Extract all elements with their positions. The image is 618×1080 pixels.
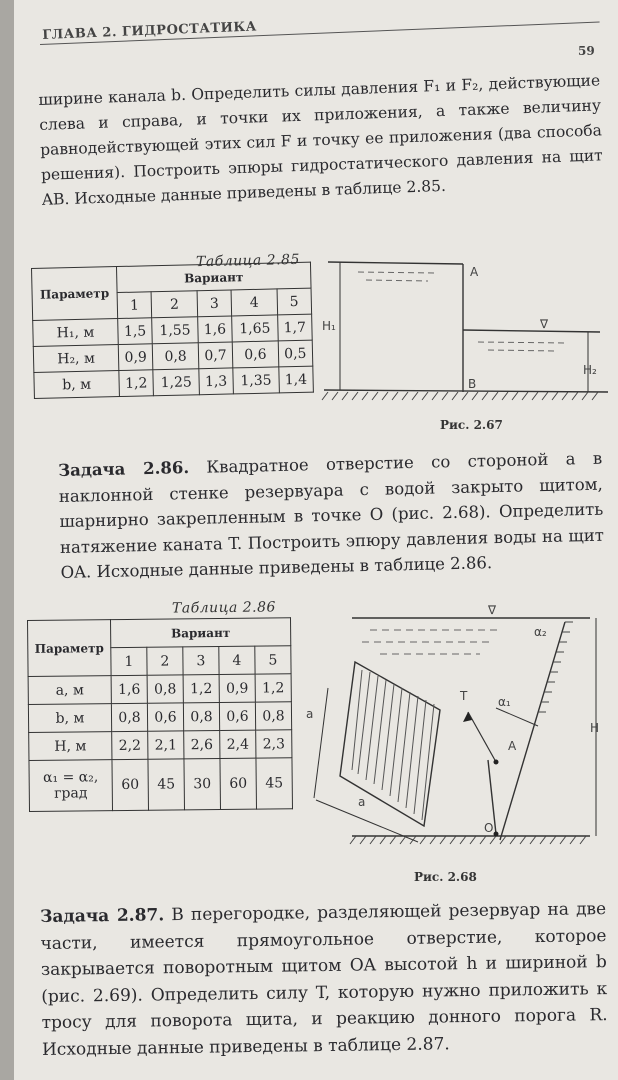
value-cell: 0,6 [147, 703, 183, 731]
value-cell: 60 [220, 758, 257, 809]
param-header: Параметр [28, 620, 112, 677]
table-row [29, 758, 293, 812]
value-cell: 2,3 [256, 730, 292, 758]
param-cell: H, м [29, 732, 112, 761]
label-t: T [460, 689, 468, 703]
page-number: 59 [578, 44, 595, 58]
ground-line [324, 390, 608, 392]
level-mark: ∇ [540, 317, 549, 331]
label-a-side: a [306, 707, 314, 721]
variant-header: Вариант [116, 262, 311, 292]
variant-cell: 2 [147, 647, 183, 675]
task-2-87-title: Задача 2.87. [40, 905, 165, 927]
table-2-86 [27, 617, 293, 812]
value-cell: 2,2 [112, 731, 148, 759]
task-2-86-text: Квадратное отверстие со стороной a в наклонной стенке резервуара с водой закрыто щитом, шарнирно закрепленным в точке O (рис. 2.68). Определить натяжение каната T. Построить эпюру давления воды на щит OA. Исходные данные приведены в таблице 2.86. [58, 448, 605, 582]
value-cell: 0,6 [219, 702, 255, 730]
variant-cell: 1 [111, 647, 147, 675]
value-cell: 1,55 [152, 317, 198, 344]
value-cell: 1,65 [232, 315, 278, 342]
label-alpha1: α₁ [498, 695, 511, 709]
param-cell: H₁, м [33, 319, 119, 347]
variant-cell: 2 [151, 291, 197, 318]
variant-cell: 4 [231, 289, 277, 316]
label-h1: H₁ [322, 319, 336, 333]
point-a-dot [494, 760, 499, 765]
angle-arc-ref [496, 708, 538, 726]
variant-header: Вариант [111, 618, 291, 648]
variant-cell: 3 [183, 646, 219, 674]
value-cell: 0,8 [111, 703, 147, 731]
label-alpha2: α₂ [534, 625, 547, 639]
figure-2-67 [318, 250, 608, 415]
water-surface-left [328, 262, 463, 264]
param-header: Параметр [32, 267, 118, 321]
value-cell: 1,4 [278, 366, 313, 393]
value-cell: 1,2 [183, 674, 219, 702]
point-o-dot [494, 832, 499, 837]
value-cell: 1,6 [111, 675, 147, 703]
cable [468, 712, 496, 762]
param-cell: b, м [34, 371, 120, 399]
table-2-85-caption: Таблица 2.85 [195, 251, 301, 271]
task-2-86 [58, 446, 605, 586]
running-head: ГЛАВА 2. ГИДРОСТАТИКА [42, 19, 258, 43]
table-row [28, 702, 291, 733]
task-2-87 [40, 896, 608, 1063]
value-cell: 2,1 [148, 731, 184, 759]
value-cell: 1,5 [118, 318, 153, 345]
task-2-87-text: В перегородке, разделяющей резервуар на две части, имеется прямоугольное отверстие, которое закрывается поворотным щитом OA высотой h и шириной b (рис. 2.69). Определить силу T, которую нужно приложить к тросу для поворота щита, и реакцию донного порога R. Исходные данные приведены в таблице 2.87. [40, 899, 608, 1060]
variant-cell: 5 [255, 646, 291, 674]
variant-cell: 3 [197, 290, 232, 317]
value-cell: 0,7 [198, 342, 233, 369]
value-cell: 60 [112, 759, 149, 810]
value-cell: 1,2 [119, 370, 154, 397]
variant-cell: 5 [277, 288, 312, 315]
label-o: O [484, 821, 494, 835]
variant-cell: 4 [219, 646, 255, 674]
figure-2-67-caption: Рис. 2.67 [440, 418, 503, 432]
value-cell: 1,3 [199, 368, 234, 395]
value-cell: 0,8 [255, 702, 291, 730]
value-cell: 0,6 [232, 341, 278, 368]
label-a-side: a [358, 795, 366, 809]
label-h: H [590, 721, 600, 735]
figure-2-68-caption: Рис. 2.68 [414, 870, 477, 884]
param-cell: H₂, м [33, 345, 119, 373]
value-cell: 30 [184, 758, 221, 809]
table-2-86-caption: Таблица 2.86 [171, 599, 276, 617]
figure-2-68 [300, 600, 610, 865]
page-edge-shadow [0, 0, 14, 1080]
value-cell: 2,4 [220, 730, 256, 758]
value-cell: 1,7 [277, 314, 312, 341]
paragraph-continuation: ширине канала b. Определить силы давления F₁ и F₂, действующие слева и справа, и точки их приложения, а также величину равнодействующей этих сил F и точку ее приложения (два способа решения). Построить эпюры гидростатического давления на щит AB. Исходные данные приведены в таблице 2.85. [38, 71, 604, 209]
value-cell: 45 [148, 759, 185, 810]
value-cell: 1,25 [153, 369, 199, 396]
dim-a-left [314, 688, 328, 798]
value-cell: 0,9 [118, 344, 153, 371]
value-cell: 0,9 [219, 674, 255, 702]
value-cell: 0,8 [153, 343, 199, 370]
value-cell: 2,6 [184, 730, 220, 758]
value-cell: 0,8 [183, 702, 219, 730]
value-cell: 1,6 [197, 316, 232, 343]
value-cell: 45 [256, 758, 293, 809]
table-row [28, 674, 291, 705]
value-cell: 0,5 [278, 340, 313, 367]
param-cell: b, м [28, 704, 111, 733]
table-row [29, 730, 292, 761]
label-h2: H₂ [583, 363, 597, 377]
param-cell: α₁ = α₂, град [29, 760, 113, 812]
variant-cell: 1 [117, 292, 152, 319]
level-mark: ∇ [488, 603, 497, 617]
label-b: B [468, 377, 477, 391]
label-a: A [470, 265, 479, 279]
value-cell: 0,8 [147, 675, 183, 703]
value-cell: 1,35 [233, 367, 279, 394]
label-a-point: A [508, 739, 517, 753]
inclined-wall [500, 622, 565, 840]
table-2-85 [31, 262, 314, 399]
task-2-86-title: Задача 2.86. [58, 458, 190, 480]
value-cell: 1,2 [255, 674, 291, 702]
param-cell: a, м [28, 676, 111, 705]
water-surface-right [463, 330, 600, 332]
